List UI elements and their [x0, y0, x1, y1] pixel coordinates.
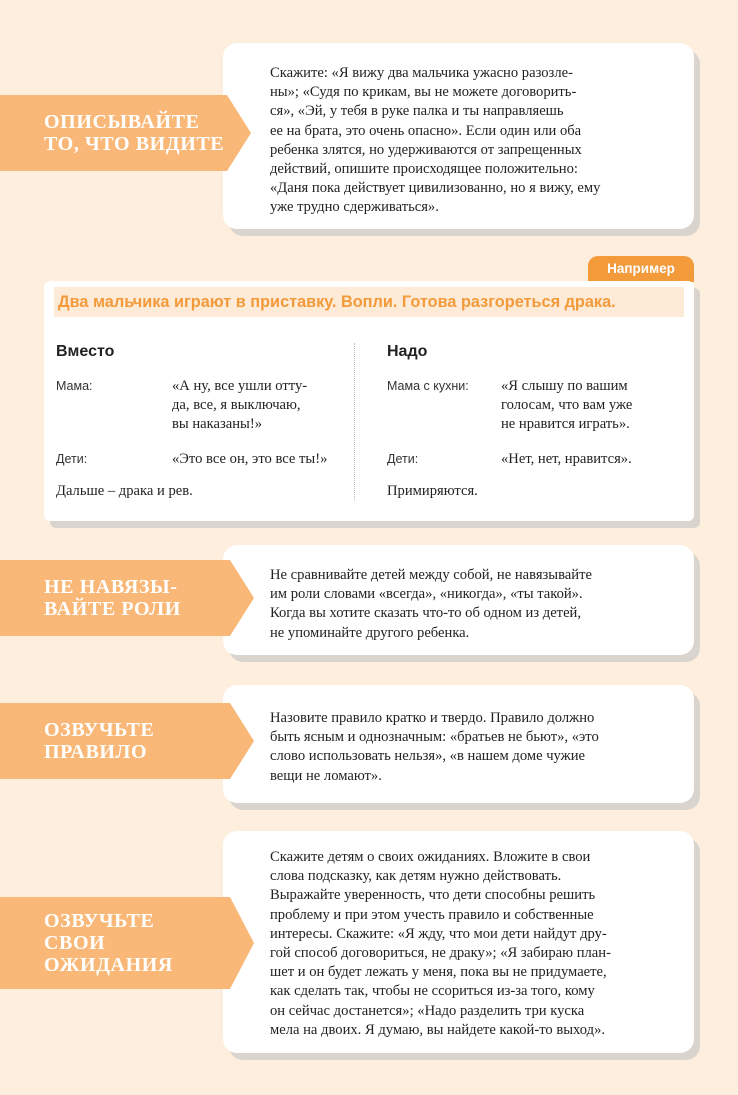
section-card-roles	[223, 545, 694, 655]
instead-heading: Вместо	[56, 343, 115, 360]
instead-speaker-mother: Мама:	[56, 379, 93, 393]
section-card-expectations	[223, 831, 694, 1053]
should-outcome: Примиряются.	[387, 483, 478, 499]
section-tag-roles: НЕ НАВЯЗЫ- ВАЙТЕ РОЛИ	[0, 560, 230, 636]
section-tag-expectations: ОЗВУЧЬТЕ СВОИ ОЖИДАНИЯ	[0, 897, 230, 989]
instead-outcome: Дальше – драка и рев.	[56, 483, 193, 499]
should-line-children: «Нет, нет, нравится».	[501, 451, 632, 467]
section-card-rule	[223, 685, 694, 803]
column-divider	[354, 343, 355, 501]
instead-line-mother: «А ну, все ушли отту- да, все, я выключаю, вы наказаны!»	[172, 378, 308, 433]
instead-speaker-children: Дети:	[56, 452, 88, 466]
section-card-describe	[223, 43, 694, 229]
example-title: Два мальчика играют в приставку. Вопли. Готова разгореться драка.	[54, 287, 684, 317]
example-badge: Например	[588, 256, 694, 282]
section-tag-describe: ОПИСЫВАЙТЕ ТО, ЧТО ВИДИТЕ	[0, 95, 227, 171]
example-card	[44, 281, 694, 521]
section-text-expectations: Скажите детям о своих ожиданиях. Вложите в свои слова подсказку, как детям нужно действовать. Выражайте уверенность, что дети способны решить проблему и при этом учесть правило и собственные интересы. Скажите: «Я жду, что мои дети найдут дру- гой способ договориться, не драку»; «Я забираю план- шет и он будет лежать у меня, пока вы не придумаете, как сделать так, чтобы не ссориться из-за того, кому он сейчас достанется»; «Надо разделить три куска мела на двоих. Я думаю, вы найдете какой-то выход».	[270, 849, 611, 1038]
should-speaker-mother: Мама с кухни:	[387, 379, 469, 393]
instead-line-children: «Это все он, это все ты!»	[172, 451, 328, 467]
section-text-roles: Не сравнивайте детей между собой, не навязывайте им роли словами «всегда», «никогда», «ты такой». Когда вы хотите сказать что-то об одном из детей, не упоминайте другого ребенка.	[270, 567, 592, 641]
should-speaker-children: Дети:	[387, 452, 419, 466]
should-line-mother: «Я слышу по вашим голосам, что вам уже не нравится играть».	[501, 378, 633, 433]
section-text-rule: Назовите правило кратко и твердо. Правило должно быть ясным и однозначным: «братьев не бьют», «это слово использовать нельзя», «в нашем доме чужие вещи не ломают».	[270, 710, 599, 784]
section-tag-rule: ОЗВУЧЬТЕ ПРАВИЛО	[0, 703, 230, 779]
section-text-describe: Скажите: «Я вижу два мальчика ужасно разозле- ны»; «Судя по крикам, вы не можете договорить- ся», «Эй, у тебя в руке палка и ты направляешь ее на брата, это очень опасно». Если один или оба ребенка злятся, но удерживаются от запрещенных действий, опишите происходящее положительно: «Даня пока действует цивилизованно, но я вижу, ему уже трудно сдерживаться».	[270, 65, 601, 216]
should-heading: Надо	[387, 343, 428, 360]
